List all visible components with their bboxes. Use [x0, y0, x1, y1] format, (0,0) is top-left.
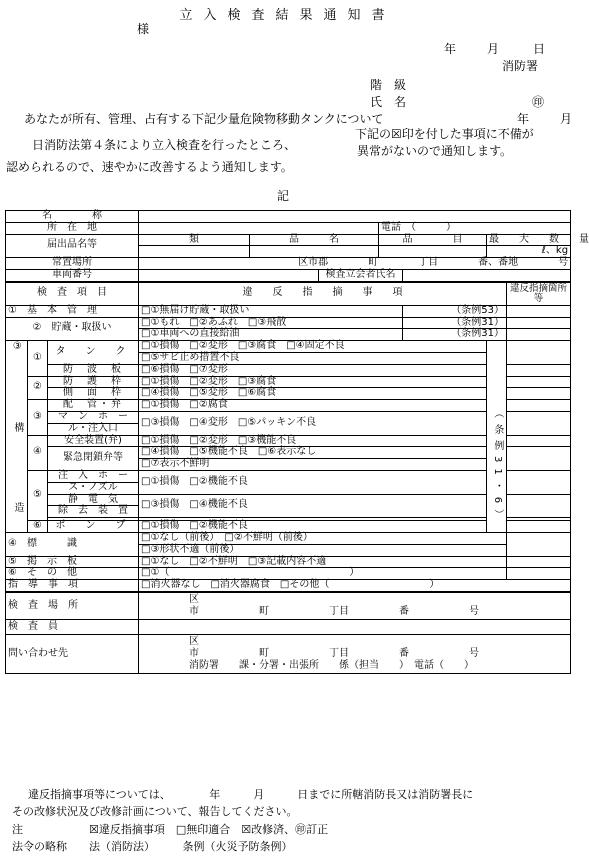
- notice-text-line3: 認められるので、速やかに改善するよう通知します。: [6, 160, 293, 174]
- inspect-place-label: 検 査 場 所: [6, 592, 139, 620]
- phone-cell[interactable]: [379, 222, 571, 234]
- manhole-text[interactable]: □③損傷 □④変形 □⑤パッキン不良: [139, 411, 487, 435]
- row-bouha: [6, 364, 571, 376]
- notice-option-normal: 異常がないので通知します。: [357, 144, 513, 158]
- manhole-label-2: ル・注入口: [48, 423, 139, 435]
- seiden-label-1: 静 電 気: [48, 494, 139, 506]
- row-kihon: [6, 305, 571, 317]
- shido-text[interactable]: □消火器なし □消火器腐食 □その他（ ）: [139, 580, 571, 592]
- col-max-quantity: 最 大 数 量: [487, 234, 571, 246]
- row-inspector: [6, 619, 571, 634]
- chozo-label: ② 貯蔵・取扱い: [6, 317, 139, 341]
- notice-month: 月: [560, 112, 573, 126]
- notice-text-line2: 日消防法第４条により立入検査を行ったところ、: [32, 138, 297, 152]
- document-title: 立入検査結果通知書: [179, 8, 396, 23]
- hose-text[interactable]: □①損傷 □②機能不良: [139, 470, 487, 494]
- row-goods-header: [6, 234, 571, 246]
- sonota-text[interactable]: □①（ ）: [139, 568, 507, 580]
- place-label: 常置場所: [6, 258, 139, 270]
- chozo-text-1[interactable]: □①もれ □②あふれ □③飛散: [139, 317, 403, 329]
- tank-text-1[interactable]: □①損傷 □②変形 □③腐食 □④固定不良: [139, 341, 487, 353]
- name-label: 名 称: [6, 211, 139, 223]
- notice-option-defect: 下記の☒印を付した事項に不備が: [355, 127, 534, 141]
- chozo-place-1[interactable]: [507, 317, 571, 329]
- hyoushiki-place[interactable]: [507, 532, 571, 556]
- contact-ku: 区: [189, 635, 199, 647]
- keiji-text[interactable]: □①なし □②不鮮明 □③記載内容不適: [139, 556, 507, 568]
- footer-line-2: その改修状況及び改修計画について、報告してください。: [12, 805, 298, 818]
- row-name: [6, 211, 571, 223]
- row-pump: [6, 521, 571, 533]
- kinkyu-text-1[interactable]: □④損傷 □⑤機能不良 □⑥表示なし: [139, 447, 487, 459]
- witness-value[interactable]: [403, 269, 571, 281]
- pump-label: ポ ン プ: [48, 521, 139, 533]
- footer-law-label: 法令の略称: [12, 840, 67, 853]
- row-inspect-place: [6, 592, 571, 620]
- shido-label: 指 導 事 項: [6, 580, 139, 592]
- sokumen-text[interactable]: □④損傷 □⑤変形 □⑥腐食: [139, 388, 487, 400]
- address-value[interactable]: [139, 222, 379, 234]
- col-check-item: 検 査 項 目: [6, 282, 139, 306]
- product-item-value[interactable]: [379, 246, 487, 258]
- col-product-item: 品 目: [379, 234, 487, 246]
- ki-heading: 記: [277, 189, 290, 203]
- witness-label: 検査立会者氏名: [319, 269, 403, 281]
- row-vehicle: [6, 269, 571, 281]
- anzen-place[interactable]: [507, 435, 571, 447]
- pump-place[interactable]: [507, 521, 571, 533]
- keiji-label: ⑤ 掲 示 板: [6, 556, 139, 568]
- date-month: 月: [487, 42, 500, 56]
- row-shido: [6, 580, 571, 592]
- col-type: 類: [139, 234, 250, 246]
- jorei-ref: （条例31・6）: [487, 341, 507, 533]
- kinkyu-place[interactable]: [507, 447, 571, 471]
- inspect-place-ku: 区: [189, 593, 199, 605]
- name-label: 氏 名: [370, 95, 407, 109]
- place-value[interactable]: 区市郡 町 丁目 番、番地 号: [139, 258, 571, 270]
- seiden-text[interactable]: □③損傷 □④機能不良: [139, 494, 487, 518]
- row-hose-1: [6, 470, 571, 482]
- row-tank: [6, 341, 571, 353]
- row-address: [6, 222, 571, 234]
- row-manhole-1: [6, 411, 571, 423]
- col-product-name: 品 名: [250, 234, 379, 246]
- hose-label-2: ス・ノズル: [48, 482, 139, 494]
- footer-law-text: 法（消防法） 条例（火災予防条例）: [89, 840, 293, 853]
- keiji-place[interactable]: [507, 556, 571, 568]
- bouha-label: 防 波 板: [48, 364, 139, 376]
- anzen-text[interactable]: □①損傷 □②変形 □③機能不良: [139, 435, 487, 447]
- kihon-text[interactable]: □①無届け貯蔵・取扱い: [139, 305, 403, 317]
- tank-text-2[interactable]: □⑤サビ止め措置不良: [139, 352, 487, 364]
- footer-note-text: ☒違反指摘事項 □無印適合 ☒改修済、㊞訂正: [89, 823, 329, 836]
- haikan-place[interactable]: [507, 400, 571, 412]
- hose-place[interactable]: [507, 470, 571, 494]
- haikan-label: 配 管・弁: [48, 400, 139, 412]
- goods-label: 届出品名等: [6, 234, 139, 258]
- inspector-value[interactable]: [139, 619, 571, 634]
- row-place: [6, 258, 571, 270]
- hyoushiki-label: ④ 標 識: [6, 532, 139, 556]
- col-violation: 違 反 指 摘 事 項: [139, 282, 507, 306]
- type-value[interactable]: [139, 246, 250, 258]
- row-contact: [6, 634, 571, 673]
- row-haikan: [6, 400, 571, 412]
- manhole-place[interactable]: [507, 411, 571, 435]
- hose-label-1: 注 入 ホ ー: [48, 470, 139, 482]
- sonota-place[interactable]: [507, 568, 571, 580]
- manhole-label-1: マ ン ホ ー: [48, 411, 139, 423]
- phone-paren: （ ）: [411, 221, 456, 233]
- seal-mark: ㊞: [532, 95, 545, 109]
- tank-label: タ ン ク: [48, 341, 139, 365]
- seiden-label-2: 除 去 装 置: [48, 506, 139, 518]
- group-5: ⑤: [28, 470, 48, 520]
- address-label: 所 在 地: [6, 222, 139, 234]
- checks-header-row: [6, 282, 571, 306]
- vehicle-value[interactable]: [139, 269, 319, 281]
- inspect-place-line: 市 町 丁目 番 号: [189, 605, 479, 617]
- kinkyu-text-2[interactable]: □⑦表示不鮮明: [139, 459, 487, 471]
- group-6: ⑥: [28, 521, 48, 533]
- group-2: ②: [28, 376, 48, 400]
- bougo-place[interactable]: [507, 376, 571, 388]
- group-1: ①: [28, 341, 48, 376]
- sokumen-place[interactable]: [507, 388, 571, 400]
- date-day: 日: [533, 42, 546, 56]
- hyoushiki-text-2[interactable]: □③形状不適（前後）: [139, 544, 507, 556]
- kinkyu-label: 緊急閉鎖弁等: [48, 447, 139, 471]
- contact-value[interactable]: [139, 634, 571, 673]
- chozo-text-2[interactable]: □①車両への直接給油: [139, 329, 403, 341]
- chozo-place-2[interactable]: [507, 329, 571, 341]
- notice-text-line1: あなたが所有、管理、占有する下記少量危険物移動タンクについて: [24, 112, 384, 126]
- addressee-suffix: 様: [137, 22, 150, 36]
- bougo-label: 防 護 枠: [48, 376, 139, 388]
- bouha-text[interactable]: □⑥損傷 □⑦変形: [139, 364, 487, 376]
- product-name-value[interactable]: [250, 246, 379, 258]
- row-hyoushiki-1: [6, 532, 571, 544]
- col-violation-place: 違反指摘箇所等: [507, 282, 571, 306]
- row-sonota: [6, 568, 571, 580]
- chozo-ref-1: （条例31）: [403, 317, 507, 329]
- footer-line-1: 違反指摘事項等については、 年 月 日までに所轄消防長又は消防署長に: [28, 788, 474, 801]
- kihon-ref: （条例53）: [403, 305, 507, 317]
- bougo-text[interactable]: □①損傷 □②変形 □③腐食: [139, 376, 487, 388]
- hyoushiki-text-1[interactable]: □①なし（前後） □②不鮮明（前後）: [139, 532, 507, 544]
- inspect-place-value[interactable]: [139, 592, 571, 620]
- kihon-place[interactable]: [507, 305, 571, 317]
- chozo-ref-2: （条例31）: [403, 329, 507, 341]
- quantity-unit[interactable]: ℓ、kg: [487, 246, 571, 258]
- bouha-place[interactable]: [507, 364, 571, 376]
- date-year: 年: [444, 42, 457, 56]
- row-sokumen: [6, 388, 571, 400]
- pump-text[interactable]: □①損傷 □②機能不良: [139, 521, 487, 533]
- group-3: ③: [28, 400, 48, 435]
- inspection-form-table: [5, 210, 589, 674]
- sokumen-label: 側 面 枠: [48, 388, 139, 400]
- haikan-text[interactable]: □①損傷 □②腐食: [139, 400, 487, 412]
- contact-line-1: 市 町 丁目 番 号: [189, 647, 479, 659]
- tank-place[interactable]: [507, 341, 571, 365]
- name-value[interactable]: [139, 211, 571, 223]
- seiden-place[interactable]: [507, 494, 571, 518]
- anzen-label: 安全装置(弁): [48, 435, 139, 447]
- footer-note-label: 注: [12, 823, 23, 836]
- contact-label: 問い合わせ先: [6, 634, 139, 673]
- kozo-label: ③ 構 造: [6, 341, 28, 533]
- fire-station-label: 消防署: [502, 59, 539, 73]
- sonota-label: ⑥ そ の 他: [6, 568, 139, 580]
- kihon-label: ① 基 本 管 理: [6, 305, 139, 317]
- vehicle-label: 車両番号: [6, 269, 139, 281]
- contact-line-2: 消防署 課・分署・出張所 係（担当 ） 電話（ ）: [189, 659, 474, 671]
- inspector-label: 検 査 員: [6, 619, 139, 634]
- notice-year: 年: [517, 112, 530, 126]
- rank-label: 階 級: [370, 78, 407, 92]
- phone-label: 電話: [381, 221, 401, 233]
- group-4: ④: [28, 435, 48, 470]
